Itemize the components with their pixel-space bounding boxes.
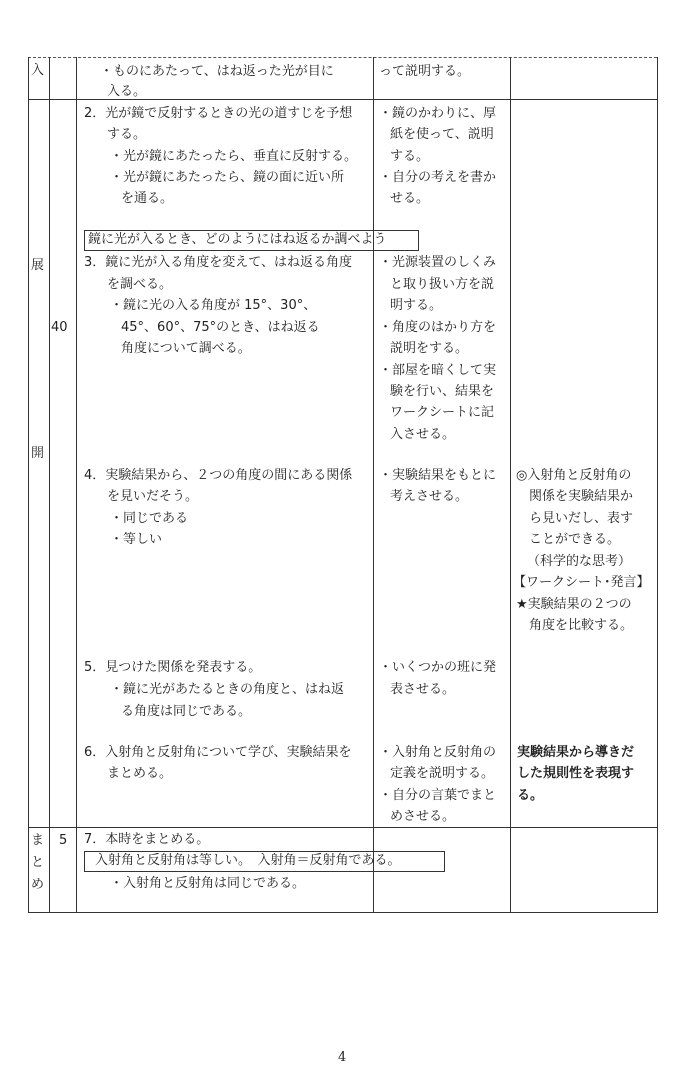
support-step3-line-4: ・角度のはかり方を	[379, 320, 497, 335]
col-divider-activity	[373, 57, 374, 913]
support-step2-line-1: ・鏡のかわりに、厚	[379, 106, 497, 121]
eval-step4-line-7: ★実験結果の２つの	[516, 597, 632, 612]
activity-step3-line-2: を調べる。	[107, 277, 173, 292]
table-left-border	[28, 57, 29, 913]
activity-step5-line-1: 5．見つけた関係を発表する。	[84, 660, 262, 675]
support-step6-line-1: ・入射角と反射角の	[379, 745, 497, 760]
activity-step4-line-3: ・同じである	[110, 511, 189, 526]
goal-box	[84, 230, 419, 251]
activity-step6-line-1: 6．入射角と反射角について学び、実験結果を	[84, 745, 352, 760]
eval-step4-line-5: （科学的な思考）	[527, 554, 632, 569]
eval-step4-line-1: ◎入射角と反射角の	[516, 468, 632, 483]
activity-step3-line-4: 45°、60°、75°のとき、はね返る	[121, 320, 320, 335]
row-divider-summary	[28, 827, 657, 828]
phase-summary-1: ま	[31, 833, 45, 848]
eval-step4-line-2: 関係を実験結果か	[529, 489, 634, 504]
eval-step4-line-3: ら見いだし、表す	[529, 511, 634, 526]
support-step3-line-9: 入させる。	[390, 427, 456, 442]
support-step3-line-8: ワークシートに記	[390, 405, 495, 420]
activity-step4-line-1: 4．実験結果から、２つの角度の間にある関係	[84, 468, 353, 483]
activity-intro-line-2: 入る。	[107, 84, 147, 99]
activity-step2-line-2: する。	[107, 127, 147, 142]
col-divider-phase	[49, 57, 50, 913]
support-step3-line-6: ・部屋を暗くして実	[379, 363, 497, 378]
eval-step6-line-3: る。	[517, 788, 544, 803]
activity-step3-line-1: 3．鏡に光が入る角度を変えて、はね返る角度	[84, 255, 353, 270]
support-step5-line-2: 表させる。	[390, 682, 456, 697]
time-summary: 5	[59, 833, 68, 848]
support-step3-line-1: ・光源装置のしくみ	[379, 255, 497, 270]
table-right-border	[657, 57, 658, 913]
activity-step4-line-4: ・等しい	[110, 532, 163, 547]
activity-step3-line-3: ・鏡に光の入る角度が 15°、30°、	[110, 298, 317, 313]
activity-step2-line-5: を通る。	[121, 191, 174, 206]
support-step2-line-3: する。	[390, 149, 430, 164]
support-step2-line-5: せる。	[390, 191, 430, 206]
eval-step6-line-1: 実験結果から導きだ	[517, 745, 635, 760]
support-step4-line-2: 考えさせる。	[390, 489, 469, 504]
support-step5-line-1: ・いくつかの班に発	[379, 660, 497, 675]
support-step2-line-2: 紙を使って、説明	[390, 127, 494, 142]
phase-develop-2: 開	[31, 446, 45, 461]
eval-step6-line-2: した規則性を表現す	[517, 766, 635, 781]
support-step3-line-7: 験を行い、結果を	[390, 384, 495, 399]
activity-intro-line-1: ・ものにあたって、はね返った光が目に	[100, 64, 334, 79]
support-step6-line-3: ・自分の言葉でまと	[379, 788, 497, 803]
summary-note: ・入射角と反射角は同じである。	[110, 876, 306, 891]
activity-step2-line-4: ・光が鏡にあたったら、鏡の面に近い所	[110, 170, 345, 185]
support-intro: って説明する。	[379, 64, 471, 79]
col-divider-time	[76, 57, 77, 913]
activity-step5-line-2: ・鏡に光があたるときの角度と、はね返	[110, 682, 345, 697]
phase-summary-3: め	[31, 877, 45, 892]
phase-intro: 入	[31, 63, 45, 78]
phase-summary-2: と	[31, 855, 45, 870]
support-step2-line-4: ・自分の考えを書か	[379, 170, 497, 185]
eval-step4-line-4: ことができる。	[529, 532, 621, 547]
support-step3-line-5: 説明をする。	[390, 341, 469, 356]
phase-develop-1: 展	[31, 258, 45, 273]
activity-step6-line-2: まとめる。	[107, 766, 173, 781]
eval-step4-line-6: 【ワークシート･発言】	[513, 575, 650, 590]
support-step4-line-1: ・実験結果をもとに	[379, 468, 497, 483]
goal-box-text: 鏡に光が入るとき、どのようにはね返るか調べよう	[88, 232, 387, 247]
support-step6-line-4: めさせる。	[390, 809, 456, 824]
bottom-border	[28, 912, 657, 913]
eval-step4-line-8: 角度を比較する。	[529, 618, 634, 633]
activity-step7: 7．本時をまとめる。	[84, 832, 210, 847]
time-develop: 40	[51, 320, 68, 335]
summary-box-text: 入射角と反射角は等しい。 入射角＝反射角である。	[95, 853, 401, 868]
support-step3-line-3: 明する。	[390, 298, 443, 313]
support-step6-line-2: 定義を説明する。	[390, 766, 495, 781]
activity-step4-line-2: を見いだそう。	[107, 489, 199, 504]
activity-step2-line-1: 2．光が鏡で反射するときの光の道すじを予想	[84, 106, 353, 121]
top-dashed-border	[28, 57, 657, 58]
activity-step2-line-3: ・光が鏡にあたったら、垂直に反射する。	[110, 149, 358, 164]
activity-step3-line-5: 角度について調べる。	[121, 341, 251, 356]
summary-box	[84, 851, 445, 872]
page-number: 4	[338, 1050, 347, 1065]
activity-step5-line-3: る角度は同じである。	[121, 704, 252, 719]
col-divider-support	[510, 57, 511, 913]
support-step3-line-2: と取り扱い方を説	[390, 277, 495, 292]
